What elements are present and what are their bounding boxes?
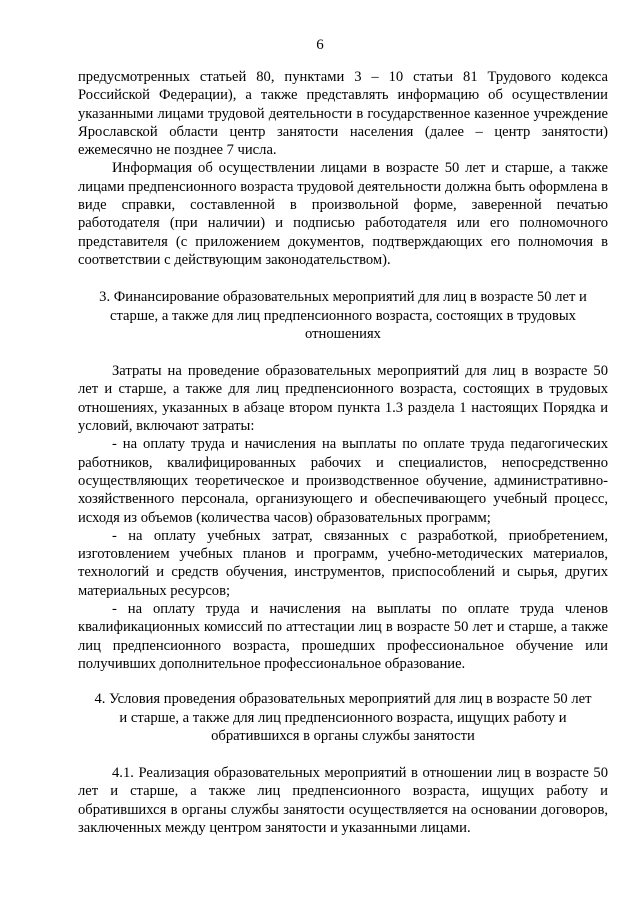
section-3-heading: 3. Финансирование образовательных мероприятий для лиц в возрасте 50 лет и старше, а также для лиц предпенсионного возраста, состоящих в трудовых отношениях (99, 289, 587, 342)
list-item-commission-costs: - на оплату труда и начисления на выплаты по оплате труда членов квалификационных комиссий по аттестации лиц в возрасте 50 лет и старше, а также лиц предпенсионного возраста, прошедших профессиональное обучение или получивших дополнительное профессиональное образование. (78, 601, 608, 672)
list-item-labor-costs: - на оплату труда и начисления на выплаты по оплате труда педагогических работников, квалифицированных рабочих и специалистов, непосредственно осуществляющих теоретическое и производственное обучение, административно-хозяйственного персонала, организующего и обеспечивающего учебный процесс, исходя из объемов (количества часов) образовательных программ; (78, 436, 608, 526)
paragraph-employment-info: Информация об осуществлении лицами в возрасте 50 лет и старше, а также лицами предпенсионного возраста трудовой деятельности должна быть оформлена в виде справки, составленной в произвольной форме, заверенной печатью работодателя (при наличии) и подписью работодателя или его полномочного представителя (с приложением документов, подтверждающих его полномочия в соответствии с действующим законодательством). (78, 160, 608, 268)
list-item-training-costs: - на оплату учебных затрат, связанных с разработкой, приобретением, изготовлением учебных планов и программ, учебно-методических материалов, технологий и средств обучения, инструментов, приспособлений и сырья, других материальных ресурсов; (78, 527, 608, 599)
page-number: 6 (316, 37, 324, 53)
document-body (78, 68, 608, 837)
paragraph-costs-intro: Затраты на проведение образовательных мероприятий для лиц в возрасте 50 лет и старше, а также для лиц предпенсионного возраста, состоящих в трудовых отношениях, указанных в абзаце втором пункта 1.3 раздела 1 настоящих Порядка и условий, включают затраты: (78, 363, 608, 435)
section-4-heading: 4. Условия проведения образовательных мероприятий для лиц в возрасте 50 лет и старше, а также для лиц предпенсионного возраста, ищущих работу и обратившихся в органы службы занятости (94, 691, 592, 744)
paragraph-continuation: предусмотренных статьей 80, пунктами 3 – 10 статьи 81 Трудового кодекса Российской Федерации), а также представлять информацию об осуществлении указанными лицами трудовой деятельности в государственное казенное учреждение Ярославской области центр занятости населения (далее – центр занятости) ежемесячно не позднее 7 числа. (78, 69, 608, 159)
paragraph-4-1: 4.1. Реализация образовательных мероприятий в отношении лиц в возрасте 50 лет и старше, а также лиц предпенсионного возраста, ищущих работу и обратившихся в органы службы занятости осуществляется на основании договоров, заключенных между центром занятости и указанными лицами. (78, 765, 608, 836)
